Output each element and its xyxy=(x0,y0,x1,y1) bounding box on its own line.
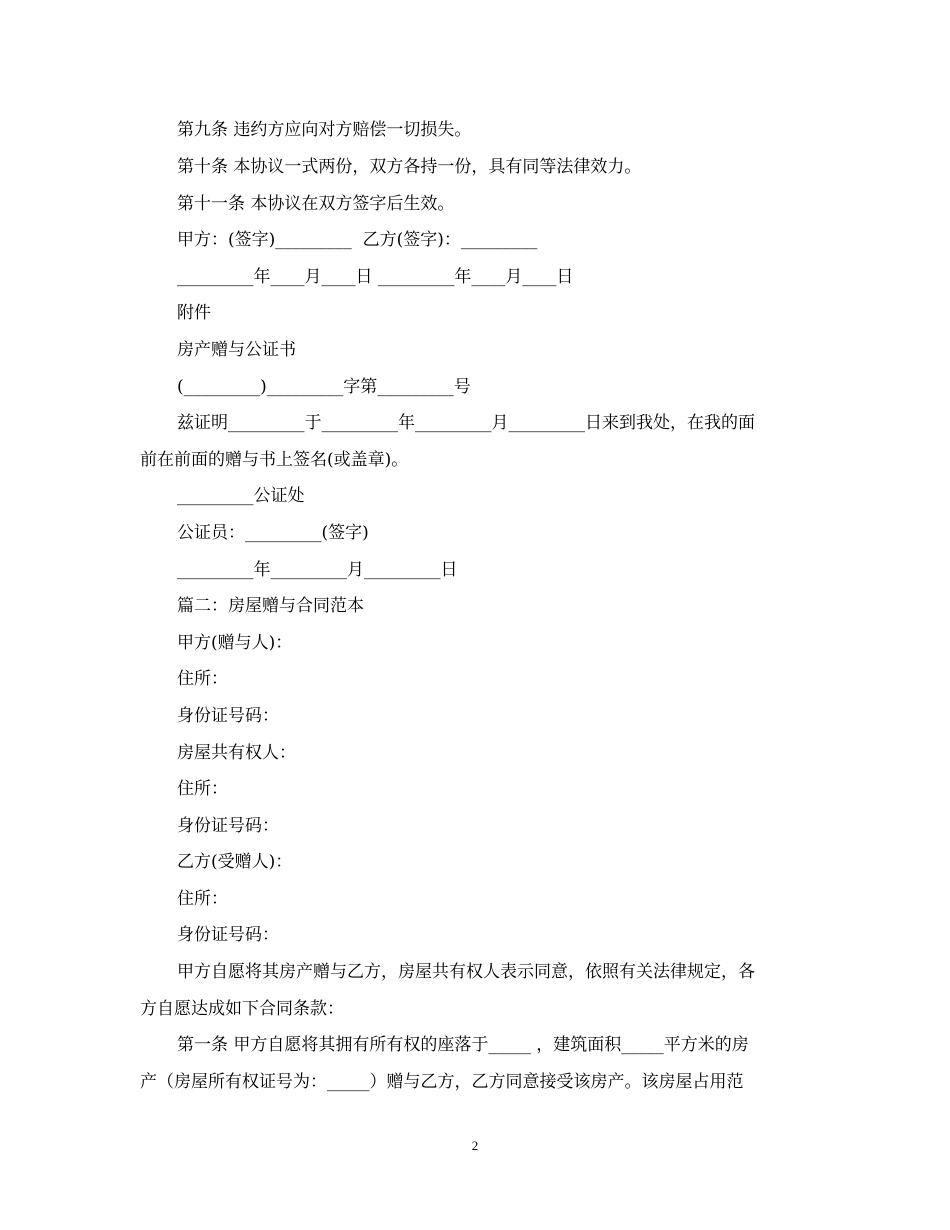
party-a-id-label: 身份证号码： xyxy=(177,706,279,726)
clause-10: 第十条 本协议一式两份，双方各持一份，具有同等法律效力。 xyxy=(177,157,642,177)
certification-text: 兹证明_________于_________年_________月_________日来到我处，在我的面 xyxy=(177,413,755,433)
notary-date-line: _________年_________月_________日 xyxy=(177,560,458,580)
co-owner-address-label: 住所： xyxy=(177,779,228,799)
notary-signature-line: 公证员：_________(签字) xyxy=(177,523,369,543)
party-b-id-label: 身份证号码： xyxy=(177,925,279,945)
notary-office-line: _________公证处 xyxy=(177,486,305,506)
clause-9: 第九条 违约方应向对方赔偿一切损失。 xyxy=(177,120,472,140)
contract-preamble-continued: 方自愿达成如下合同条款： xyxy=(140,999,344,1019)
party-b-label: 乙方(受赠人)： xyxy=(177,852,293,872)
party-a-label: 甲方(赠与人)： xyxy=(177,633,293,653)
article-1-continued: 产（房屋所有权证号为：_____）赠与乙方，乙方同意接受该房产。该房屋占用范 xyxy=(140,1072,744,1092)
notarial-certificate-title: 房产赠与公证书 xyxy=(177,340,296,360)
certificate-number-line: (_________)_________字第_________号 xyxy=(177,377,471,397)
article-1: 第一条 甲方自愿将其拥有所有权的座落于_____ ，建筑面积_____平方米的房 xyxy=(177,1035,749,1055)
clause-11: 第十一条 本协议在双方签字后生效。 xyxy=(177,194,455,214)
signature-line: 甲方：(签字)_________ 乙方(签字)：_________ xyxy=(177,230,538,250)
contract-preamble: 甲方自愿将其房产赠与乙方，房屋共有权人表示同意，依照有关法律规定，各 xyxy=(177,962,755,982)
attachment-heading: 附件 xyxy=(177,303,211,323)
section-heading: 篇二：房屋赠与合同范本 xyxy=(177,596,364,616)
co-owner-id-label: 身份证号码： xyxy=(177,816,279,836)
party-b-address-label: 住所： xyxy=(177,889,228,909)
party-a-address-label: 住所： xyxy=(177,669,228,689)
signature-date-line: _________年____月____日 _________年____月____日 xyxy=(177,267,574,287)
certification-text-continued: 前在前面的赠与书上签名(或盖章)。 xyxy=(140,450,409,470)
co-owner-label: 房屋共有权人： xyxy=(177,743,296,763)
page-number: 2 xyxy=(471,1138,479,1153)
